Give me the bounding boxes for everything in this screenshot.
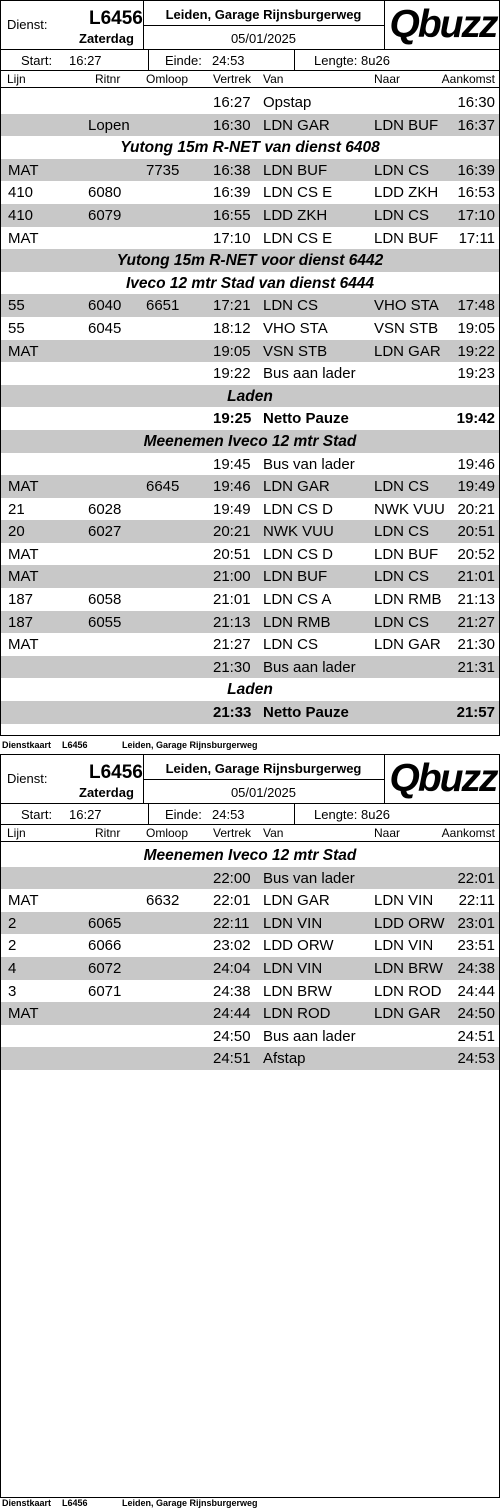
vertrek-cell: 22:11 (213, 914, 250, 932)
lijn-cell: MAT (8, 892, 39, 910)
vertrek-time: 21:33 (213, 704, 252, 722)
col-ritnr: Ritnr (95, 826, 121, 840)
start-label: Start: (21, 807, 53, 822)
table-row (1, 362, 499, 385)
vertrek-cell: 17:21 (213, 297, 251, 315)
aankomst-cell: 24:38 (457, 959, 495, 977)
section-heading-text: Meenemen Iveco 12 mtr Stad (143, 847, 357, 864)
naar-cell: LDN CS (374, 613, 430, 631)
table-row (1, 934, 499, 957)
lijn-cell: MAT (8, 636, 39, 654)
ritnr-cell: 6027 (88, 523, 122, 541)
ritnr-cell: 6058 (88, 591, 122, 609)
naar-cell: LDN ROD (374, 982, 442, 1000)
aankomst-cell: 23:51 (457, 937, 495, 955)
table-row (1, 912, 499, 935)
col-naar: Naar (374, 826, 401, 840)
lijn-cell: 187 (8, 591, 34, 609)
start-label: Start: (21, 53, 53, 68)
table-row (1, 453, 499, 476)
omloop-cell: 6651 (146, 297, 180, 315)
section-heading-text: Iveco 12 mtr Stad van dienst 6444 (125, 274, 375, 292)
divider (294, 50, 295, 70)
van-cell: LDD ORW (263, 937, 334, 955)
vertrek-cell: 18:12 (213, 319, 251, 337)
ritnr-cell: 6055 (88, 613, 122, 631)
lijn-cell: 55 (8, 297, 25, 315)
van-cell: LDN VIN (263, 914, 323, 932)
table-row (1, 1025, 499, 1048)
dienst-label: Dienst: (7, 17, 48, 32)
aankomst-cell: 22:11 (458, 892, 495, 910)
divider (143, 779, 384, 780)
lijn-cell: 3 (8, 982, 17, 1000)
section-heading (1, 385, 499, 408)
van-cell: LDN CS (263, 297, 319, 315)
footer-dienst: L6456 (62, 740, 88, 750)
naar-cell: LDD ORW (374, 914, 445, 932)
table-row (1, 588, 499, 611)
naar-cell: LDN VIN (374, 937, 434, 955)
van-cell: LDN GAR (263, 892, 330, 910)
ritnr-cell: 6079 (88, 206, 122, 224)
lijn-cell: 21 (8, 500, 25, 518)
naar-cell: NWK VUU (374, 500, 445, 518)
col-omloop: Omloop (146, 826, 189, 840)
col-omloop: Omloop (146, 72, 189, 86)
section-heading (1, 844, 499, 867)
dienstkaart-page-1 (0, 0, 500, 736)
schedule-rows (1, 88, 499, 724)
table-row (1, 204, 499, 227)
section-heading-text: Meenemen Iveco 12 mtr Stad (143, 432, 357, 450)
column-headers (1, 825, 499, 842)
vertrek-cell: 16:30 (213, 116, 251, 134)
van-cell: LDN CS A (263, 591, 332, 609)
aankomst-time: 21:57 (456, 704, 495, 722)
einde-label: Einde: (165, 53, 202, 68)
vertrek-cell: 19:46 (213, 478, 251, 496)
table-row (1, 957, 499, 980)
table-row (1, 294, 499, 317)
omloop-cell: 6632 (146, 892, 180, 910)
van-cell: VSN STB (263, 342, 328, 360)
table-row (1, 181, 499, 204)
van-cell: Bus van lader (263, 869, 355, 887)
lengte-label: Lengte: (314, 807, 358, 822)
van-cell: LDN CS E (263, 184, 333, 202)
aankomst-cell: 16:37 (457, 116, 495, 134)
van-cell: LDN CS D (263, 545, 334, 563)
aankomst-cell: 17:11 (458, 229, 495, 247)
vertrek-cell: 19:05 (213, 342, 251, 360)
table-row (1, 340, 499, 363)
card-header (1, 755, 499, 804)
vertrek-cell: 16:55 (213, 206, 251, 224)
naar-cell: LDN CS (374, 523, 430, 541)
pause-row (1, 701, 499, 724)
aankomst-cell: 24:44 (457, 982, 495, 1000)
lijn-cell: MAT (8, 342, 39, 360)
van-cell: NWK VUU (263, 523, 334, 541)
vertrek-cell: 24:04 (213, 959, 251, 977)
col-ritnr: Ritnr (95, 72, 121, 86)
dienst-label: Dienst: (7, 771, 48, 786)
naar-cell: LDN CS (374, 568, 430, 586)
table-row (1, 611, 499, 634)
section-heading (1, 430, 499, 453)
van-cell: LDN GAR (263, 116, 330, 134)
naar-cell: LDN BUF (374, 545, 439, 563)
lijn-cell: MAT (8, 545, 39, 563)
ritnr-cell: 6065 (88, 914, 122, 932)
table-row (1, 91, 499, 114)
aankomst-cell: 20:21 (457, 500, 495, 518)
omloop-cell: 6645 (146, 478, 180, 496)
table-row (1, 1002, 499, 1025)
van-cell: LDN BRW (263, 982, 332, 1000)
omloop-cell: 7735 (146, 161, 180, 179)
naar-cell: VHO STA (374, 297, 439, 315)
table-row (1, 1047, 499, 1070)
shift-summary (1, 50, 499, 71)
footer-location: Leiden, Garage Rijnsburgerweg (122, 740, 258, 750)
section-heading-text: Laden (227, 681, 273, 699)
van-cell: LDN CS D (263, 500, 334, 518)
aankomst-cell: 17:48 (457, 297, 495, 315)
table-row (1, 227, 499, 250)
naar-cell: LDN VIN (374, 892, 434, 910)
naar-cell: LDN CS (374, 161, 430, 179)
col-aankomst: Aankomst (441, 826, 495, 840)
vertrek-cell: 21:13 (213, 613, 251, 631)
aankomst-cell: 21:13 (457, 591, 495, 609)
aankomst-cell: 19:49 (457, 478, 495, 496)
lijn-cell: 2 (8, 937, 17, 955)
col-lijn: Lijn (7, 826, 26, 840)
vertrek-cell: 19:45 (213, 455, 251, 473)
naar-cell: LDN CS (374, 478, 430, 496)
section-heading (1, 136, 499, 159)
footer-kaart: Dienstkaart (2, 1498, 52, 1508)
table-row (1, 565, 499, 588)
lijn-cell: MAT (8, 229, 39, 247)
card-header (1, 1, 499, 50)
ritnr-cell: Lopen (88, 116, 130, 134)
lijn-cell: 410 (8, 184, 34, 202)
van-cell: LDN CS (263, 636, 319, 654)
vertrek-cell: 23:02 (213, 937, 251, 955)
vertrek-cell: 19:22 (213, 365, 251, 383)
day-label: Zaterdag (79, 31, 134, 46)
lengte-value: 8u26 (361, 807, 390, 822)
section-heading-text: Yutong 15m R-NET voor dienst 6442 (116, 252, 384, 270)
aankomst-time: 19:42 (456, 410, 495, 428)
van-cell: Bus aan lader (263, 1027, 356, 1045)
lijn-cell: 187 (8, 613, 34, 631)
aankomst-cell: 19:23 (457, 365, 495, 383)
table-row (1, 520, 499, 543)
table-row (1, 498, 499, 521)
naar-cell: LDN BUF (374, 229, 439, 247)
location: Leiden, Garage Rijnsburgerweg (165, 7, 362, 22)
dienstkaart-page-2 (0, 754, 500, 1498)
footer-dienst: L6456 (62, 1498, 88, 1508)
van-cell: Afstap (263, 1050, 306, 1068)
aankomst-cell: 22:01 (457, 869, 495, 887)
pause-label: Netto Pauze (263, 410, 349, 428)
van-cell: Bus aan lader (263, 658, 356, 676)
vertrek-cell: 17:10 (213, 229, 251, 247)
table-row (1, 114, 499, 137)
date: 05/01/2025 (230, 785, 297, 800)
qbuzz-logo: Qbuzz (389, 757, 497, 800)
aankomst-cell: 21:30 (457, 636, 495, 654)
lengte-value: 8u26 (361, 53, 390, 68)
dienst-number: L6456 (89, 8, 143, 29)
ritnr-cell: 6040 (88, 297, 122, 315)
col-van: Van (263, 72, 284, 86)
vertrek-cell: 24:50 (213, 1027, 251, 1045)
aankomst-cell: 24:51 (457, 1027, 495, 1045)
section-heading-text: Yutong 15m R-NET van dienst 6408 (120, 139, 380, 157)
table-row (1, 159, 499, 182)
col-vertrek: Vertrek (213, 826, 252, 840)
aankomst-cell: 16:30 (457, 94, 495, 111)
section-heading (1, 249, 499, 272)
van-cell: LDN BUF (263, 568, 328, 586)
col-lijn: Lijn (7, 72, 26, 86)
van-cell: LDN BUF (263, 161, 328, 179)
col-vertrek: Vertrek (213, 72, 252, 86)
vertrek-cell: 24:51 (213, 1050, 251, 1068)
vertrek-cell: 24:38 (213, 982, 251, 1000)
van-cell: Bus aan lader (263, 365, 356, 383)
aankomst-cell: 20:51 (457, 523, 495, 541)
col-naar: Naar (374, 72, 401, 86)
ritnr-cell: 6080 (88, 184, 122, 202)
lijn-cell: MAT (8, 568, 39, 586)
vertrek-cell: 24:44 (213, 1005, 251, 1023)
vertrek-cell: 16:39 (213, 184, 251, 202)
divider (148, 50, 149, 70)
start-time: 16:27 (69, 53, 102, 68)
vertrek-cell: 21:30 (213, 658, 251, 676)
van-cell: LDN VIN (263, 959, 323, 977)
lengte-label: Lengte: (314, 53, 358, 68)
footer-kaart: Dienstkaart (2, 740, 52, 750)
vertrek-cell: 16:27 (213, 94, 251, 111)
table-row (1, 867, 499, 890)
naar-cell: LDN BUF (374, 116, 439, 134)
day-label: Zaterdag (79, 785, 134, 800)
qbuzz-logo: Qbuzz (389, 3, 497, 46)
col-van: Van (263, 826, 284, 840)
schedule-rows (1, 842, 499, 1070)
location: Leiden, Garage Rijnsburgerweg (165, 761, 362, 776)
van-cell: LDN RMB (263, 613, 331, 631)
vertrek-cell: 21:00 (213, 568, 251, 586)
table-row (1, 633, 499, 656)
aankomst-cell: 21:27 (457, 613, 495, 631)
shift-summary (1, 804, 499, 825)
pause-row (1, 407, 499, 430)
van-cell: Opstap (263, 94, 312, 111)
section-heading-text: Laden (227, 387, 273, 405)
lijn-cell: 55 (8, 319, 25, 337)
lijn-cell: MAT (8, 161, 39, 179)
vertrek-cell: 20:21 (213, 523, 251, 541)
table-row (1, 543, 499, 566)
divider (143, 25, 384, 26)
start-time: 16:27 (69, 807, 102, 822)
aankomst-cell: 20:52 (457, 545, 495, 563)
van-cell: LDN GAR (263, 478, 330, 496)
van-cell: LDN CS E (263, 229, 333, 247)
einde-label: Einde: (165, 807, 202, 822)
aankomst-cell: 19:46 (457, 455, 495, 473)
divider (384, 1, 385, 49)
lijn-cell: 2 (8, 914, 17, 932)
aankomst-cell: 23:01 (457, 914, 495, 932)
table-row (1, 980, 499, 1003)
table-row (1, 656, 499, 679)
vertrek-cell: 16:38 (213, 161, 251, 179)
naar-cell: LDN CS (374, 206, 430, 224)
dienst-number: L6456 (89, 762, 143, 783)
van-cell: Bus van lader (263, 455, 355, 473)
van-cell: LDD ZKH (263, 206, 328, 224)
divider (294, 804, 295, 824)
vertrek-cell: 22:01 (213, 892, 251, 910)
aankomst-cell: 21:01 (457, 568, 495, 586)
section-heading (1, 272, 499, 295)
ritnr-cell: 6072 (88, 959, 122, 977)
ritnr-cell: 6045 (88, 319, 122, 337)
vertrek-cell: 21:01 (213, 591, 251, 609)
aankomst-cell: 21:31 (457, 658, 495, 676)
vertrek-cell: 22:00 (213, 869, 251, 887)
aankomst-cell: 16:39 (457, 161, 495, 179)
naar-cell: LDD ZKH (374, 184, 439, 202)
aankomst-cell: 19:22 (457, 342, 495, 360)
ritnr-cell: 6066 (88, 937, 122, 955)
table-row (1, 317, 499, 340)
vertrek-cell: 20:51 (213, 545, 251, 563)
column-headers (1, 71, 499, 88)
lijn-cell: MAT (8, 1005, 39, 1023)
lijn-cell: 20 (8, 523, 25, 541)
table-row (1, 475, 499, 498)
aankomst-cell: 24:53 (457, 1050, 495, 1068)
vertrek-cell: 21:27 (213, 636, 251, 654)
pause-label: Netto Pauze (263, 704, 349, 722)
lijn-cell: 4 (8, 959, 17, 977)
ritnr-cell: 6028 (88, 500, 122, 518)
vertrek-cell: 19:49 (213, 500, 251, 518)
table-row (1, 889, 499, 912)
section-heading (1, 678, 499, 701)
naar-cell: LDN GAR (374, 1005, 441, 1023)
ritnr-cell: 6071 (88, 982, 122, 1000)
naar-cell: VSN STB (374, 319, 439, 337)
lijn-cell: 410 (8, 206, 34, 224)
lijn-cell: MAT (8, 478, 39, 496)
vertrek-time: 19:25 (213, 410, 252, 428)
naar-cell: LDN GAR (374, 342, 441, 360)
van-cell: VHO STA (263, 319, 328, 337)
van-cell: LDN ROD (263, 1005, 331, 1023)
einde-time: 24:53 (212, 807, 245, 822)
aankomst-cell: 17:10 (457, 206, 495, 224)
naar-cell: LDN BRW (374, 959, 443, 977)
col-aankomst: Aankomst (441, 72, 495, 86)
footer-location: Leiden, Garage Rijnsburgerweg (122, 1498, 258, 1508)
divider (148, 804, 149, 824)
aankomst-cell: 19:05 (457, 319, 495, 337)
aankomst-cell: 16:53 (457, 184, 495, 202)
aankomst-cell: 24:50 (457, 1005, 495, 1023)
naar-cell: LDN GAR (374, 636, 441, 654)
divider (384, 755, 385, 803)
einde-time: 24:53 (212, 53, 245, 68)
date: 05/01/2025 (230, 31, 297, 46)
naar-cell: LDN RMB (374, 591, 442, 609)
